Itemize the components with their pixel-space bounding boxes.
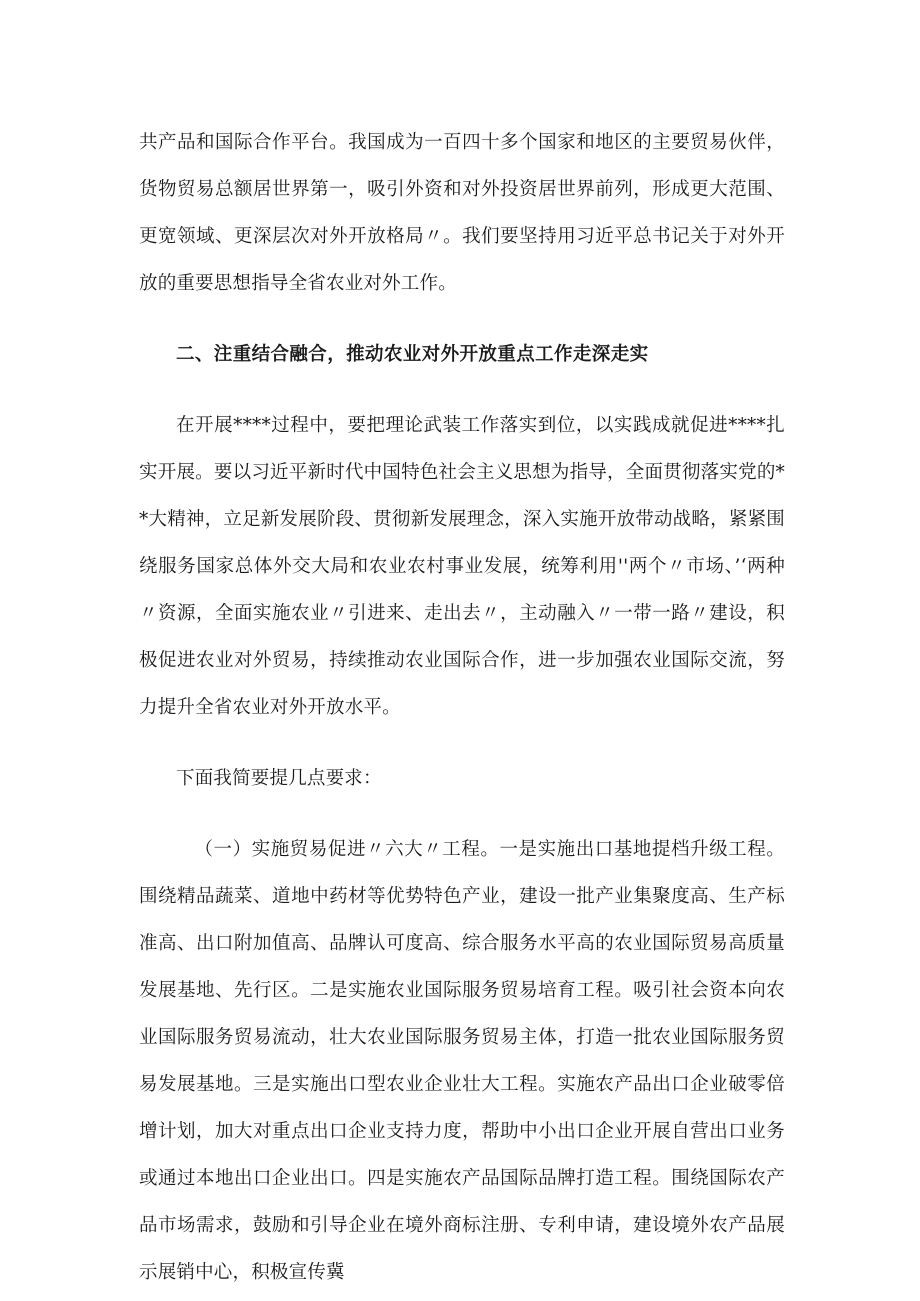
- paragraph-subsection: （一）实施贸易促进〃六大〃工程。一是实施出口基地提档升级工程。围绕精品蔬菜、道地中药材等优势特色产业，建设一批产业集聚度高、生产标准高、出口附加值高、品牌认可度高、综合服务水平高的农业国际贸易高质量发展基地、先行区。二是实施农业国际服务贸易培育工程。吸引社会资本向农业国际服务贸易流动，壮大农业国际服务贸易主体，打造一批农业国际服务贸易发展基地。三是实施出口型农业企业壮大工程。实施农产品出口企业破零倍增计划，加大对重点出口企业支持力度，帮助中小出口企业开展自营出口业务或通过本地出口企业出口。四是实施农产品国际品牌打造工程。围绕国际农产品市场需求，鼓励和引导企业在境外商标注册、专利申请，建设境外农产品展示展销中心，积极宣传冀: [139, 839, 785, 1283]
- paragraph-continuation: 共产品和国际合作平台。我国成为一百四十多个国家和地区的主要贸易伙伴，货物贸易总额居世界第一，吸引外资和对外投资居世界前列，形成更大范围、更宽领域、更深层次对外开放格局〃。我们要坚持用习近平总书记关于对外开放的重要思想指导全省农业对外工作。: [139, 132, 785, 294]
- section-heading: 二、注重结合融合，推动农业对外开放重点工作走深走实: [176, 344, 649, 365]
- document-body: [139, 119, 785, 1296]
- paragraph-intro: 下面我简要提几点要求：: [176, 768, 382, 789]
- paragraph-body: 在开展****过程中，要把理论武装工作落实到位，以实践成就促进****扎实开展。要以习近平新时代中国特色社会主义思想为指导，全面贯彻落实党的**大精神，立足新发展阶段、贯彻新发展理念，深入实施开放带动战略，紧紧围绕服务国家总体外交大局和农业农村事业发展，统筹利用''两个〃市场、’‘两种〃资源，全面实施农业〃引进来、走出去〃，主动融入〃一带一路〃建设，积极促进农业对外贸易，持续推动农业国际合作，进一步加强农业国际交流，努力提升全省农业对外开放水平。: [139, 415, 785, 718]
